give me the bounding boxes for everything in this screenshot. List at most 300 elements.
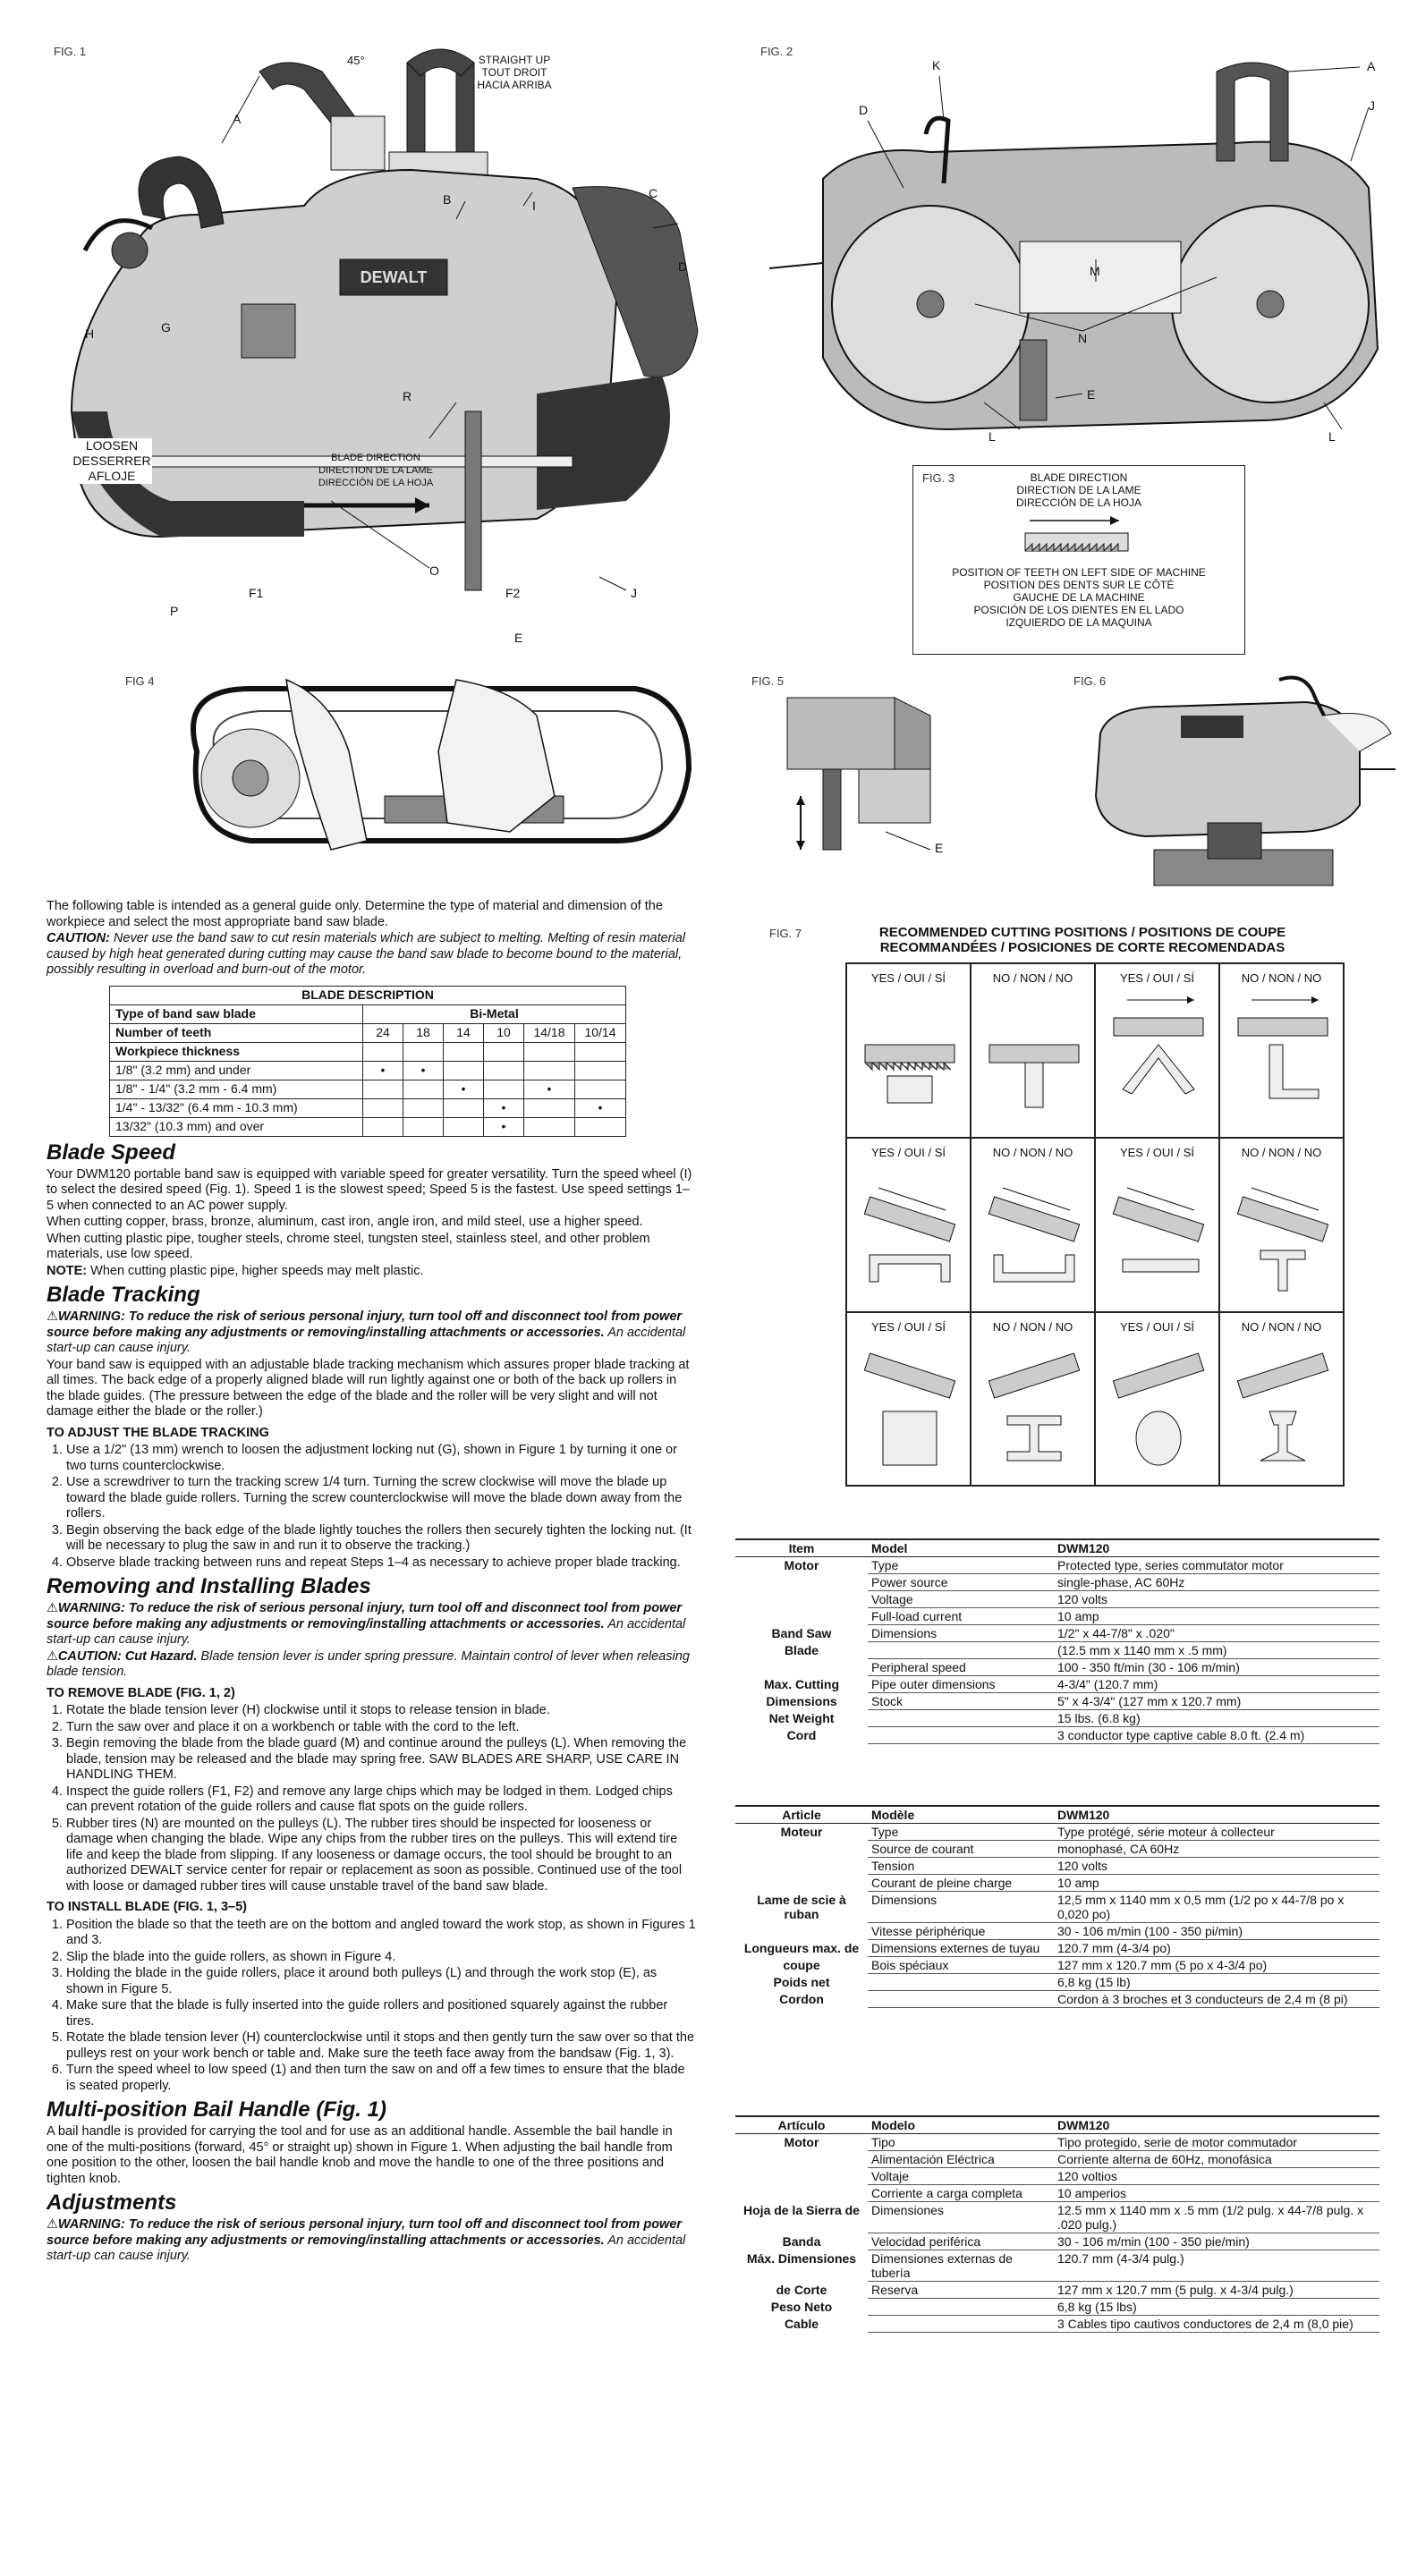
- straight-up-es: HACIA ARRIBA: [477, 79, 552, 91]
- spec-header-model: Modèle: [868, 1806, 1054, 1824]
- figure-5: [751, 662, 1020, 868]
- blade-direction-es: DIRECCIÓN DE LA HOJA: [318, 478, 434, 488]
- spec-subitem: Full-load current: [868, 1608, 1054, 1625]
- table-row: [735, 1957, 1379, 1974]
- table-row: [110, 1098, 626, 1117]
- adjustments-heading: Adjustments: [47, 2190, 177, 2215]
- fig1-callout-f2: F2: [505, 586, 521, 600]
- spec-subitem: Dimensions: [868, 1625, 1054, 1642]
- spec-value: 15 lbs. (6.8 kg): [1054, 1710, 1379, 1727]
- adjustments-warning: [47, 2217, 696, 2265]
- fig7-title: [841, 925, 1324, 955]
- figure-2: [751, 36, 1396, 447]
- loosen-fr: DESSERRER: [72, 453, 151, 468]
- table-row: [735, 1923, 1379, 1940]
- list-item: 4. Make sure that the blade is fully inserted into the guide rollers and positioned squarely against the rubber tires.: [66, 1998, 696, 2029]
- spec-header-item: Article: [735, 1806, 868, 1824]
- fig7-no-label: NO / NON / NO: [1241, 1320, 1322, 1334]
- spec-subitem: Type: [868, 1824, 1054, 1841]
- fig7-cell-r2c2: [971, 1138, 1095, 1312]
- spec-header-model: Model: [868, 1539, 1054, 1557]
- spec-item: [735, 1875, 868, 1892]
- table-row: [735, 2316, 1379, 2333]
- spec-subitem: Corriente a carga completa: [868, 2185, 1054, 2202]
- table-row: [735, 1693, 1379, 1710]
- spec-item: Hoja de la Sierra de: [743, 2202, 860, 2217]
- adjust-tracking-steps: [47, 1443, 696, 1571]
- blade-speed-heading: Blade Speed: [47, 1140, 176, 1165]
- table-row: [110, 1061, 626, 1080]
- table-row: [735, 2168, 1379, 2185]
- list-item: 1. Use a 1/2" (13 mm) wrench to loosen the adjustment locking nut (G), shown in Figure 1 by turning it one or two turns counterclockwise.: [66, 1443, 696, 1474]
- warning-icon: ⚠: [47, 1601, 58, 1615]
- table-row: [735, 1676, 1379, 1693]
- fig2-callout-n: N: [1078, 331, 1088, 345]
- fig1-callout-f1: F1: [249, 586, 264, 600]
- fig7-yes-label: YES / OUI / SÍ: [870, 1320, 946, 1334]
- fig6-cutting-drawing: [1056, 662, 1396, 903]
- spec-value: Protected type, series commutator motor: [1054, 1557, 1379, 1574]
- fig7-cell-r2c1: [846, 1138, 971, 1312]
- warning-icon: ⚠: [47, 1648, 58, 1664]
- spec-value: Cordon à 3 broches et 3 conducteurs de 2,4 m (8 pi): [1054, 1991, 1379, 2008]
- spec-item: Banda: [782, 2233, 821, 2249]
- removing-heading: Removing and Installing Blades: [47, 1574, 371, 1598]
- table-row: [735, 1940, 1379, 1957]
- fig3-pos-4: IZQUIERDO DE LA MAQUINA: [1005, 616, 1152, 629]
- spec-value: 5" x 4-3/4" (127 mm x 120.7 mm): [1054, 1693, 1379, 1710]
- spec-subitem: Pipe outer dimensions: [868, 1676, 1054, 1693]
- spec-subitem: Alimentación Eléctrica: [868, 2151, 1054, 2168]
- spec-subitem: Type: [868, 1557, 1054, 1574]
- spec-item: Band Saw: [771, 1625, 832, 1640]
- spec-subitem: [868, 1991, 1054, 2008]
- spec-header-item: Item: [735, 1539, 868, 1557]
- table-row: [735, 1591, 1379, 1608]
- spec-item: [735, 1591, 868, 1608]
- warning-rest: An accidental start-up can cause injury.: [47, 1325, 686, 1355]
- fig3-pos-1: POSITION DES DENTS SUR LE CÔTÉ: [983, 579, 1175, 591]
- fig1-callout-g: G: [161, 320, 171, 335]
- fig7-cell-r2c4: [1219, 1138, 1344, 1312]
- spec-subitem: Peripheral speed: [868, 1659, 1054, 1676]
- figure-6: [1056, 662, 1396, 903]
- fig1-callout-c: C: [649, 186, 658, 200]
- teeth-label: Number of teeth: [110, 1023, 363, 1042]
- fig7-title-line2: RECOMMANDÉES / POSICIONES DE CORTE RECOMENDADAS: [879, 940, 1285, 955]
- table-row: [735, 1642, 1379, 1659]
- spec-value: 10 amperios: [1054, 2185, 1379, 2202]
- cut-angle-yes: [1109, 991, 1208, 1116]
- spec-value: (12.5 mm x 1140 mm x .5 mm): [1054, 1642, 1379, 1659]
- spec-subitem: [868, 1710, 1054, 1727]
- blade-speed-p1: Your DWM120 portable band saw is equipped with variable speed for greater versatility. Turn the speed wheel (I) to select the desired speed (Fig. 1). Speed 1 is the slowest speed; Speed 5 is the fastest. Use speed settings 1–5 when connected to an AC power supply.: [47, 1166, 692, 1213]
- fig3-dir-en: BLADE DIRECTION: [1030, 471, 1128, 484]
- fig3-position-text: [922, 566, 1235, 629]
- table-row: [735, 1574, 1379, 1591]
- spec-value: 12,5 mm x 1140 mm x 0,5 mm (1/2 po x 44-7/8 po x 0,020 po): [1054, 1892, 1379, 1923]
- spec-value: monophasé, CA 60Hz: [1054, 1841, 1379, 1858]
- thickness-label: Workpiece thickness: [110, 1042, 363, 1061]
- table-row: [735, 2134, 1379, 2151]
- teeth-24: 24: [363, 1023, 403, 1042]
- cut-angle-no: [1234, 991, 1332, 1116]
- spec-item: Máx. Dimensiones: [746, 2250, 857, 2266]
- spec-header-item: Artículo: [735, 2116, 868, 2134]
- spec-item: Cable: [784, 2316, 819, 2331]
- fig1-callout-j: J: [631, 586, 637, 600]
- cut-tbar-no: [985, 1009, 1083, 1116]
- list-item: 3. Holding the blade in the guide rollers, place it around both pulleys (L) and through the work stop (E), as shown in Figure 5.: [66, 1966, 696, 1997]
- blade-direction-en: BLADE DIRECTION: [331, 453, 420, 463]
- fig1-callout-a: A: [233, 112, 242, 126]
- mark: •: [363, 1061, 403, 1080]
- fig7-cell-r3c2: [971, 1312, 1095, 1486]
- fig2-callout-m: M: [1090, 264, 1100, 278]
- table-row: [735, 2202, 1379, 2233]
- cut-tee-no: [1234, 1174, 1332, 1300]
- row-label: 13/32" (10.3 mm) and over: [110, 1117, 363, 1136]
- fig7-cell-r3c4: [1219, 1312, 1344, 1486]
- fig4-label: FIG 4: [125, 674, 155, 688]
- spec-value: 127 mm x 120.7 mm (5 po x 4-3/4 po): [1054, 1957, 1379, 1974]
- fig7-label: FIG. 7: [769, 927, 802, 940]
- mark: •: [575, 1098, 626, 1117]
- table-row: [735, 2250, 1379, 2282]
- fig3-dir-es: DIRECCIÓN DE LA HOJA: [1015, 496, 1142, 509]
- fig7-yes-label: YES / OUI / SÍ: [1119, 971, 1195, 985]
- spec-header-value: DWM120: [1054, 2116, 1379, 2134]
- fig7-grid: [845, 962, 1345, 1487]
- spec-item: [735, 1841, 868, 1858]
- cut-rail-no: [1234, 1349, 1332, 1474]
- removing-caution: [47, 1649, 696, 1681]
- fig6-label: FIG. 6: [1073, 674, 1107, 688]
- install-blade-subhead: TO INSTALL BLADE (FIG. 1, 3–5): [47, 1900, 247, 1914]
- caution-bold: CAUTION: Cut Hazard.: [57, 1648, 198, 1664]
- fig7-no-label: NO / NON / NO: [992, 971, 1073, 985]
- mark: [403, 1117, 444, 1136]
- left-column: [47, 899, 696, 2266]
- table-row: [735, 1892, 1379, 1923]
- mark: [575, 1080, 626, 1098]
- spec-subitem: Stock: [868, 1693, 1054, 1710]
- table-row: [735, 1824, 1379, 1841]
- spec-item: Moteur: [780, 1825, 823, 1839]
- fig7-yes-label: YES / OUI / SÍ: [1119, 1146, 1195, 1159]
- spec-subitem: [868, 1642, 1054, 1659]
- fig3-pos-3: POSICIÓN DE LOS DIENTES EN EL LADO: [973, 604, 1184, 616]
- spec-value: 30 - 106 m/min (100 - 350 pi/min): [1054, 1923, 1379, 1940]
- table-row: [735, 1608, 1379, 1625]
- mark: [524, 1061, 575, 1080]
- table-row: [735, 1991, 1379, 2008]
- spec-table-english: [735, 1538, 1379, 1744]
- spec-item: [735, 1923, 868, 1940]
- bail-handle-p1: A bail handle is provided for carrying the tool and for use as an additional handle. Assemble the bail handle in one of the multi-positions (forward, 45° or straight up) shown in Figure 1. When adjusting the bail handle from one position to the other, loosen the bail handle knob and move the handle to one of the three positions and tighten knob.: [47, 2124, 673, 2186]
- spec-value: 127 mm x 120.7 mm (5 pulg. x 4-3/4 pulg.): [1054, 2282, 1379, 2299]
- spec-value: 3 conductor type captive cable 8.0 ft. (2.4 m): [1054, 1727, 1379, 1744]
- list-item: 3. Begin removing the blade from the blade guard (M) and continue around the pulleys (L). When removing the blade, tension may be released and the blade may spring free. SAW BLADES ARE SHARP, USE CARE IN HANDLING THEM.: [66, 1736, 696, 1784]
- spec-subitem: Dimensiones externas de tubería: [868, 2250, 1054, 2282]
- spec-item: [735, 1659, 868, 1676]
- blade-speed-note: [47, 1264, 696, 1280]
- spec-item: [735, 2151, 868, 2168]
- list-item: 2. Use a screwdriver to turn the tracking screw 1/4 turn. Turning the screw clockwise will move the blade up toward the blade guide rollers. Turning the screw counterclockwise will move the blade down away from the rollers.: [66, 1475, 696, 1522]
- fig3-pos-0: POSITION OF TEETH ON LEFT SIDE OF MACHINE: [952, 566, 1206, 579]
- spec-subitem: Dimensions: [868, 1892, 1054, 1923]
- spec-subitem: Voltage: [868, 1591, 1054, 1608]
- warning-bold: WARNING: To reduce the risk of serious personal injury, turn tool off and disconnect tool from power source before making any adjustments or removing/installing attachments or accessories.: [47, 2217, 683, 2248]
- table-row: [735, 1727, 1379, 1744]
- caution-text: Never use the band saw to cut resin materials which are subject to melting. Melting of resin material caused by high heat generated during cutting may cause the band saw blade to become bound to the material, possibly resulting in overload and burn-out of the motor.: [47, 931, 686, 977]
- spec-header-value: DWM120: [1054, 1539, 1379, 1557]
- mark: [575, 1061, 626, 1080]
- intro-caution: [47, 931, 696, 979]
- blade-table-title: BLADE DESCRIPTION: [110, 986, 626, 1004]
- fig7-yes-label: YES / OUI / SÍ: [1119, 1320, 1195, 1334]
- fig1-brand-text: DEWALT: [360, 268, 428, 286]
- teeth-18: 18: [403, 1023, 444, 1042]
- table-row: [735, 1858, 1379, 1875]
- fig5-label: FIG. 5: [751, 674, 785, 688]
- fig3-pos-2: GAUCHE DE LA MACHINE: [1013, 591, 1145, 604]
- spec-subitem: Tipo: [868, 2134, 1054, 2151]
- fig7-cell-r3c3: [1095, 1312, 1219, 1486]
- table-row: [735, 2282, 1379, 2299]
- warning-icon: ⚠: [47, 2217, 58, 2232]
- fig7-cell-r3c1: [846, 1312, 971, 1486]
- fig2-callout-l-left: L: [989, 429, 996, 444]
- mark: •: [444, 1080, 484, 1098]
- spec-value: 6,8 kg (15 lbs): [1054, 2299, 1379, 2316]
- table-row: [735, 1659, 1379, 1676]
- fig2-callout-d: D: [859, 103, 869, 117]
- blade-type-label: Type of band saw blade: [110, 1004, 363, 1023]
- spec-subitem: Dimensions externes de tuyau: [868, 1940, 1054, 1957]
- mark: [444, 1098, 484, 1117]
- mark: [363, 1080, 403, 1098]
- spec-value: Tipo protegido, serie de motor commutador: [1054, 2134, 1379, 2151]
- spec-subitem: Power source: [868, 1574, 1054, 1591]
- teeth-10: 10: [484, 1023, 524, 1042]
- list-item: 2. Slip the blade into the guide rollers, as shown in Figure 4.: [66, 1950, 696, 1966]
- row-label: 1/4" - 13/32" (6.4 mm - 10.3 mm): [110, 1098, 363, 1117]
- spec-value: Type protégé, série moteur à collecteur: [1054, 1824, 1379, 1841]
- spec-header-row: [735, 1806, 1379, 1824]
- list-item: 1. Rotate the blade tension lever (H) clockwise until it stops to release tension in blade.: [66, 1703, 696, 1719]
- list-item: 2. Turn the saw over and place it on a workbench or table with the cord to the left.: [66, 1720, 696, 1736]
- spec-value: 12.5 mm x 1140 mm x .5 mm (1/2 pulg. x 44-7/8 pulg. x .020 pulg.): [1054, 2202, 1379, 2233]
- fig7-cell-r1c4: [1219, 963, 1344, 1138]
- spec-value: 120.7 mm (4-3/4 pulg.): [1054, 2250, 1379, 2282]
- fig1-loosen-label: [72, 438, 152, 484]
- fig1-callout-h: H: [85, 326, 95, 341]
- fig1-angle-label: 45°: [347, 54, 365, 67]
- blade-direction-fr: DIRECTION DE LA LAME: [318, 465, 433, 476]
- removing-warning: [47, 1601, 696, 1648]
- remove-blade-steps: [47, 1703, 696, 1894]
- fig7-cell-r1c1: [846, 963, 971, 1138]
- teeth-14: 14: [444, 1023, 484, 1042]
- spec-item: Poids net: [773, 1974, 830, 1989]
- straight-up-en: STRAIGHT UP: [478, 54, 551, 66]
- mark: •: [403, 1061, 444, 1080]
- fig1-callout-i: I: [532, 199, 536, 213]
- spec-item: Blade: [784, 1642, 819, 1657]
- fig2-bandsaw-back-drawing: [751, 36, 1396, 447]
- spec-value: 3 Cables tipo cautivos conductores de 2,4 m (8,0 pie): [1054, 2316, 1379, 2333]
- list-item: 6. Turn the speed wheel to low speed (1) and then turn the saw on and off a few times to ensure that the blade is seated properly.: [66, 2063, 696, 2094]
- spec-subitem: Vitesse périphérique: [868, 1923, 1054, 1940]
- fig1-callout-p: P: [170, 604, 179, 618]
- list-item: 5. Rubber tires (N) are mounted on the pulleys (L). The rubber tires should be inspected for looseness or damage when changing the blade. Wipe any chips from the rubber tires on the pulleys. This will extend tire life and keep the blade from slipping. If any looseness or damage occurs, the tool should be brought to an authorized DEWALT service center for repair or replacement as soon as possible. Continued use of the tool with loose or damaged rubber tires will cause unstable travel of the band saw blade.: [66, 1817, 696, 1895]
- note-label: NOTE:: [47, 1263, 88, 1278]
- spec-value: 4-3/4" (120.7 mm): [1054, 1676, 1379, 1693]
- spec-item: Net Weight: [768, 1710, 835, 1725]
- figure-3: [912, 465, 1245, 655]
- spec-value: 10 amp: [1054, 1608, 1379, 1625]
- fig2-callout-e: E: [1087, 387, 1096, 402]
- mark: •: [484, 1098, 524, 1117]
- spec-item: [735, 1608, 868, 1625]
- spec-table-spanish: [735, 2115, 1379, 2333]
- fig1-callout-d: D: [678, 259, 688, 274]
- spec-subitem: [868, 2316, 1054, 2333]
- list-item: 1. Position the blade so that the teeth are on the bottom and angled toward the work stop, as shown in Figures 1 and 3.: [66, 1918, 696, 1949]
- spec-value: 120 volts: [1054, 1591, 1379, 1608]
- fig7-cell-r2c3: [1095, 1138, 1219, 1312]
- spec-item: [735, 2185, 868, 2202]
- table-row: [735, 1974, 1379, 1991]
- spec-subitem: [868, 1727, 1054, 1744]
- spec-item: [735, 1574, 868, 1591]
- spec-item: [735, 1858, 868, 1875]
- cut-square-bar-yes: [861, 1009, 959, 1116]
- mark: •: [524, 1080, 575, 1098]
- mark: [484, 1061, 524, 1080]
- spec-subitem: [868, 1974, 1054, 1991]
- cut-stock-yes: [861, 1349, 959, 1474]
- cut-channel-no: [985, 1174, 1083, 1300]
- spec-value: 120 volts: [1054, 1858, 1379, 1875]
- fig1-bandsaw-drawing: [36, 36, 734, 662]
- spec-header-row: [735, 1539, 1379, 1557]
- fig7-cell-r1c2: [971, 963, 1095, 1138]
- mark: [363, 1098, 403, 1117]
- mark: [524, 1098, 575, 1117]
- cut-ibeam-no: [985, 1349, 1083, 1474]
- remove-blade-subhead: TO REMOVE BLADE (FIG. 1, 2): [47, 1685, 235, 1700]
- fig2-callout-a: A: [1367, 59, 1376, 73]
- blade-tracking-heading: Blade Tracking: [47, 1283, 200, 1307]
- fig2-label: FIG. 2: [760, 45, 793, 58]
- cut-round-yes: [1109, 1349, 1208, 1474]
- warning-icon: ⚠: [47, 1309, 58, 1324]
- warning-bold: WARNING: To reduce the risk of serious personal injury, turn tool off and disconnect tool from power source before making any adjustments or removing/installing attachments or accessories.: [47, 1309, 683, 1340]
- fig1-callout-o: O: [429, 564, 439, 578]
- fig3-dir-fr: DIRECTION DE LA LAME: [1016, 484, 1141, 496]
- loosen-en: LOOSEN: [85, 438, 139, 453]
- spec-subitem: Source de courant: [868, 1841, 1054, 1858]
- list-item: 3. Begin observing the back edge of the blade lightly touches the rollers then securely tighten the locking nut. (It will be necessary to plug the saw in and run it to observe the tracking.): [66, 1523, 696, 1555]
- mark: [363, 1117, 403, 1136]
- list-item: 5. Rotate the blade tension lever (H) counterclockwise until it stops and then gently turn the saw over so that the pulleys rest on your work bench or table and. Make sure the teeth face away from the bandsaw (Fig. 1, 3).: [66, 2030, 696, 2062]
- spec-subitem: Velocidad periférica: [868, 2233, 1054, 2250]
- fig7-yes-label: YES / OUI / SÍ: [870, 971, 946, 985]
- spec-header-row: [735, 2116, 1379, 2134]
- fig7-no-label: NO / NON / NO: [992, 1320, 1073, 1334]
- mark: •: [484, 1117, 524, 1136]
- spec-item: Max. Cutting: [764, 1676, 839, 1691]
- spec-item: Peso Neto: [770, 2299, 833, 2314]
- fig7-title-line1: RECOMMENDED CUTTING POSITIONS / POSITIONS DE COUPE: [878, 925, 1286, 940]
- install-blade-steps: [47, 1918, 696, 2095]
- blade-speed-p2: When cutting copper, brass, bronze, aluminum, cast iron, angle iron, and mild steel, use a higher speed.: [47, 1215, 643, 1229]
- bail-handle-45-inset: [259, 63, 385, 170]
- table-row: [110, 1117, 626, 1136]
- cut-flat-yes: [1109, 1174, 1208, 1300]
- table-row: [110, 1080, 626, 1098]
- fig2-callout-l-right: L: [1328, 429, 1336, 444]
- fig7-yes-label: YES / OUI / SÍ: [870, 1146, 946, 1159]
- spec-item: Cord: [786, 1727, 817, 1742]
- mark: [444, 1117, 484, 1136]
- spec-item: coupe: [783, 1957, 820, 1972]
- table-row: [735, 2185, 1379, 2202]
- cut-channel-yes: [861, 1174, 959, 1300]
- spec-item: de Corte: [776, 2282, 827, 2297]
- bail-handle-heading: Multi-position Bail Handle (Fig. 1): [47, 2097, 386, 2122]
- table-row: [735, 1557, 1379, 1574]
- warning-bold: WARNING: To reduce the risk of serious personal injury, turn tool off and disconnect tool from power source before making any adjustments or removing/installing attachments or accessories.: [47, 1601, 683, 1631]
- spec-header-model: Modelo: [868, 2116, 1054, 2134]
- spec-value: Corriente alterna de 60Hz, monofásica: [1054, 2151, 1379, 2168]
- figure-4: [125, 662, 707, 894]
- adjust-tracking-subhead: TO ADJUST THE BLADE TRACKING: [47, 1425, 269, 1440]
- figure-7: [751, 921, 1396, 1494]
- fig7-cell-r1c3: [1095, 963, 1219, 1138]
- teeth-14-18: 14/18: [524, 1023, 575, 1042]
- warning-rest: An accidental start-up can cause injury.: [47, 1616, 686, 1647]
- straight-up-fr: TOUT DROIT: [481, 66, 547, 79]
- fig2-callout-k: K: [932, 58, 941, 72]
- fig1-callout-e: E: [514, 631, 523, 645]
- list-item: 4. Observe blade tracking between runs and repeat Steps 1–4 as necessary to achieve proper blade tracking.: [66, 1555, 696, 1572]
- fig5-callout-e: E: [935, 841, 944, 855]
- table-row: [735, 1710, 1379, 1727]
- mark: [524, 1117, 575, 1136]
- note-text: When cutting plastic pipe, higher speeds may melt plastic.: [90, 1263, 424, 1278]
- blade-description-table: [109, 986, 626, 1137]
- fig7-no-label: NO / NON / NO: [1241, 1146, 1322, 1159]
- fig1-callout-b: B: [443, 192, 452, 207]
- mark: [484, 1080, 524, 1098]
- spec-subitem: Tension: [868, 1858, 1054, 1875]
- spec-subitem: Courant de pleine charge: [868, 1875, 1054, 1892]
- figure-1: [36, 36, 734, 662]
- spec-value: 100 - 350 ft/min (30 - 106 m/min): [1054, 1659, 1379, 1676]
- spec-subitem: Bois spéciaux: [868, 1957, 1054, 1974]
- spec-subitem: [868, 2299, 1054, 2316]
- spec-value: 1/2" x 44-7/8" x .020": [1054, 1625, 1379, 1642]
- blade-tracking-p1: Your band saw is equipped with an adjustable blade tracking mechanism which assures proper blade tracking at all times. The back edge of a properly aligned blade will run lightly against one or both of the back up rollers in the blade guides. (The pressure between the edge of the blade and the roller will be very slight and will not damage either the blade or the roller.): [47, 1357, 690, 1419]
- mark: [403, 1080, 444, 1098]
- spec-value: 120 voltios: [1054, 2168, 1379, 2185]
- fig5-work-stop-drawing: [751, 662, 1020, 868]
- fig1-label: FIG. 1: [54, 45, 87, 58]
- blade-speed-p3: When cutting plastic pipe, tougher steels, chrome steel, tungsten steel, stainless steel, and other problem materials, use low speed.: [47, 1231, 650, 1261]
